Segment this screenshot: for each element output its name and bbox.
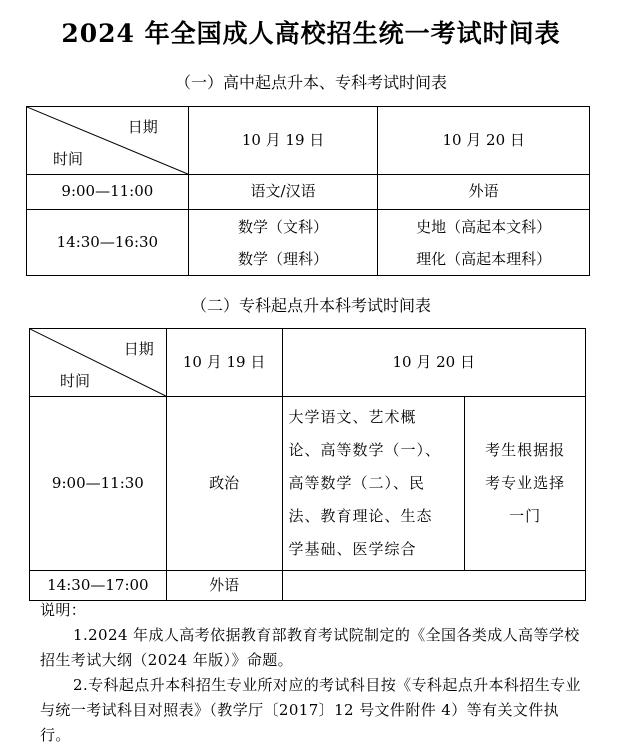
time-slot: 14:30—17:00 (30, 571, 167, 601)
schedule-table-1 (26, 106, 590, 276)
note-line: 考生根据报 (485, 441, 566, 459)
subject-line: 学基础、医学综合 (288, 540, 417, 558)
subject-cell: 外语 (166, 571, 282, 601)
subject-line: 史地（高起本文科） (416, 217, 552, 236)
subject-cell: 外语 (378, 175, 590, 210)
note-item: 2.专科起点升本科招生专业所对应的考试科目按《专科起点升本科招生专业与统一考试科目对照表》（教学厅〔2017〕12 号文件附件 4）等有关文件执行。 (40, 676, 581, 744)
corner-date-label: 日期 (123, 340, 154, 358)
notes-label: 说明： (40, 601, 87, 619)
date-header: 10 月 20 日 (378, 107, 590, 175)
notes-section (40, 598, 585, 748)
empty-cell (282, 571, 585, 601)
subject-line: 高等数学（二）、民 (288, 474, 426, 492)
note-line: 考专业选择 (485, 474, 566, 492)
subject-line: 理化（高起本理科） (416, 249, 552, 268)
corner-time-label: 时间 (60, 371, 91, 390)
time-slot: 9:00—11:30 (30, 397, 167, 571)
note-line: 一门 (509, 507, 542, 525)
section1-heading: （一）高中起点升本、专科考试时间表 (174, 73, 447, 92)
date-header: 10 月 19 日 (188, 107, 378, 175)
subject-line: 法、教育理论、生态 (288, 507, 433, 525)
corner-header-cell (27, 107, 189, 175)
subject-line: 论、高等数学（一）、 (288, 441, 442, 459)
time-slot: 14:30—16:30 (27, 210, 189, 276)
subject-line: 大学语文、艺术概 (288, 408, 417, 426)
subject-cell: 政治 (166, 397, 282, 571)
corner-date-label: 日期 (127, 118, 158, 136)
corner-header-cell (30, 329, 167, 397)
date-header: 10 月 19 日 (166, 329, 282, 397)
subject-list-cell (282, 397, 465, 571)
section2-heading: （二）专科起点升本科考试时间表 (190, 296, 431, 315)
schedule-table-2 (29, 328, 586, 601)
selection-note-cell (465, 397, 586, 571)
note-item: 1.2024 年成人高考依据教育部教育考试院制定的《全国各类成人高等学校招生考试大纲（2024 年版）》命题。 (40, 626, 580, 669)
time-slot: 9:00—11:00 (27, 175, 189, 210)
subject-cell: 语文/汉语 (188, 175, 378, 210)
page-title: 2024 年全国成人高校招生统一考试时间表 (61, 19, 561, 48)
subject-cell (188, 210, 378, 276)
date-header: 10 月 20 日 (282, 329, 585, 397)
subject-line: 数学（文科） (238, 217, 329, 236)
diagonal-line (27, 107, 188, 174)
corner-time-label: 时间 (53, 149, 84, 168)
subject-line: 数学（理科） (238, 249, 329, 268)
subject-cell (378, 210, 590, 276)
